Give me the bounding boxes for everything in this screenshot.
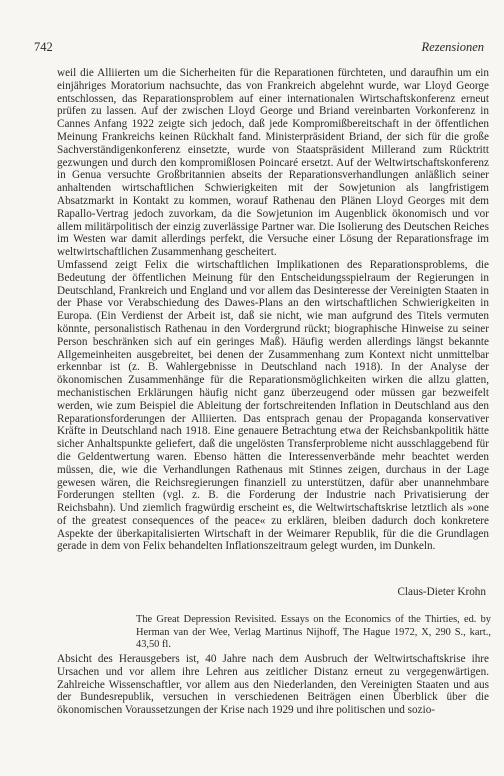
body-paragraph-1: weil die Alliierten um die Sicherheiten für die Reparationen fürchteten, und daraufhin um ein einjähriges Moratorium nachsuchte, das von Frankreich abgelehnt wurde, war Lloyd George entschlossen, das Reparationsproblem auf einer internationalen Wirtschaftskonferenz erneut prüfen zu lassen. Auf der zwischen Lloyd George und Briand vereinbarten Vorkonferenz in Cannes Anfang 1922 zeigte sich jedoch, daß jede Kompromißbereitschaft in der öffentlichen Meinung Frankreichs keinen Rückhalt fand. Ministerpräsident Briand, der sich für die große Sachverständigenkonferenz einsetzte, wurde von Staatspräsident Millerand zum Rücktritt gezwungen und durch den kompromißlosen Poincaré ersetzt. Auf der Weltwirtschaftskonferenz in Genua versuchte Großbritannien abseits der Reparationsverhandlungen anläßlich seiner anhaltenden wirtschaftlichen Schwierigkeiten mit der Sowjetunion als langfristigem Absatzmarkt in Kontakt zu kommen, worauf Rathenau den Plänen Lloyd Georges mit dem Rapallo-Vertrag jedoch zuvorkam, da die Sowjetunion im Augenblick ökonomisch und vor allem militärpolitisch der einzig zuverlässige Partner war. Die Isolierung des Deutschen Reiches im Westen war damit allerdings perfekt, die Versuche einer Lösung der Reparationsfrage im weltwirtschaftlichen Zusammenhang gescheitert. bbox=[57, 67, 489, 259]
bibliographic-entry: The Great Depression Revisited. Essays on the Economics of the Thirties, ed. by Herman van der Wee, Verlag Martinus Nijhoff, The Hague 1972, X, 290 S., kart., 43,50 fl. bbox=[136, 614, 491, 651]
page-header bbox=[34, 40, 484, 58]
section-title: Rezensionen bbox=[421, 40, 484, 54]
next-review-paragraph: Absicht des Herausgebers ist, 40 Jahre nach dem Ausbruch der Weltwirtschaftskrise ihre Ursachen und vor allem ihre Lehren aus zeitlicher Distanz erneut zu vergegenwärtigen. Zahlreiche Wissenschaftler, vor allem aus den Niederlanden, den Vereinigten Staaten und aus der Bundesrepublik, versuchen in verschiedenen Beiträgen einen Überblick über die ökonomischen Voraussetzungen der Krise nach 1929 und ihre politischen und sozio- bbox=[57, 653, 489, 717]
review-body bbox=[57, 67, 489, 553]
reviewer-signature: Claus-Dieter Krohn bbox=[397, 586, 486, 598]
body-paragraph-2: Umfassend zeigt Felix die wirtschaftlichen Implikationen des Reparationsproblems, die Bedeutung der öffentlichen Meinung für den Entscheidungsspielraum der Regierungen in Deutschland, Frankreich und England und vor allem das Desinteresse der Vereinigten Staaten in der Phase vor Verabschiedung des Dawes-Plans an den wirtschaftlichen Schwierigkeiten in Europa. (Ein Verdienst der Arbeit ist, daß sie nicht, wie man aufgrund des Titels vermuten könnte, personalistisch Rathenau in den Vordergrund rückt; biographische Hinweise zu seiner Person beschränken sich auf ein geringes Maß). Häufig werden allerdings längst bekannte Allgemeinheiten ausgebreitet, bei denen der Zusammenhang zum Kontext nicht unmittelbar erkennbar ist (z. B. Wahlergebnisse in Deutschland nach 1918). In der Analyse der ökonomischen Zusammenhänge für die Reparationsmöglichkeiten wirken die allzu glatten, mechanistischen Erklärungen häufig nicht ganz überzeugend oder müssen gar bezweifelt werden, wie zum Beispiel die Ableitung der fortschreitenden Inflation in Deutschland aus den Reparationsforderungen der Alliierten. Das entsprach genau der Propaganda konservativer Kräfte in Deutschland nach 1918. Eine genauere Betrachtung etwa der Reichsbankpolitik hätte sicher Anhaltspunkte geliefert, daß die ungelösten Transferprobleme nicht ausschlaggebend für die Geldentwertung waren. Ebenso hätten die Interessenverbände mehr beachtet werden müssen, die, wie die Verhandlungen Rathenaus mit Stinnes zeigen, durchaus in der Lage gewesen wären, die Reichsregierungen finanziell zu unterstützen, dafür aber unannehmbare Forderungen stellten (vgl. z. B. die Forderung der Industrie nach Privatisierung der Reichsbahn). Und ziemlich fragwürdig erscheint es, die Weltwirtschaftskrise letztlich als »one of the greatest consequences of the peace« zu erklären, bleiben dadurch doch konkretere Aspekte der überkapitalisierten Wirtschaft in der Weimarer Republik, für die die Grundlagen gerade in dem von Felix behandelten Inflationszeitraum gelegt wurden, im Dunkeln. bbox=[57, 258, 489, 553]
page-number: 742 bbox=[34, 40, 53, 54]
